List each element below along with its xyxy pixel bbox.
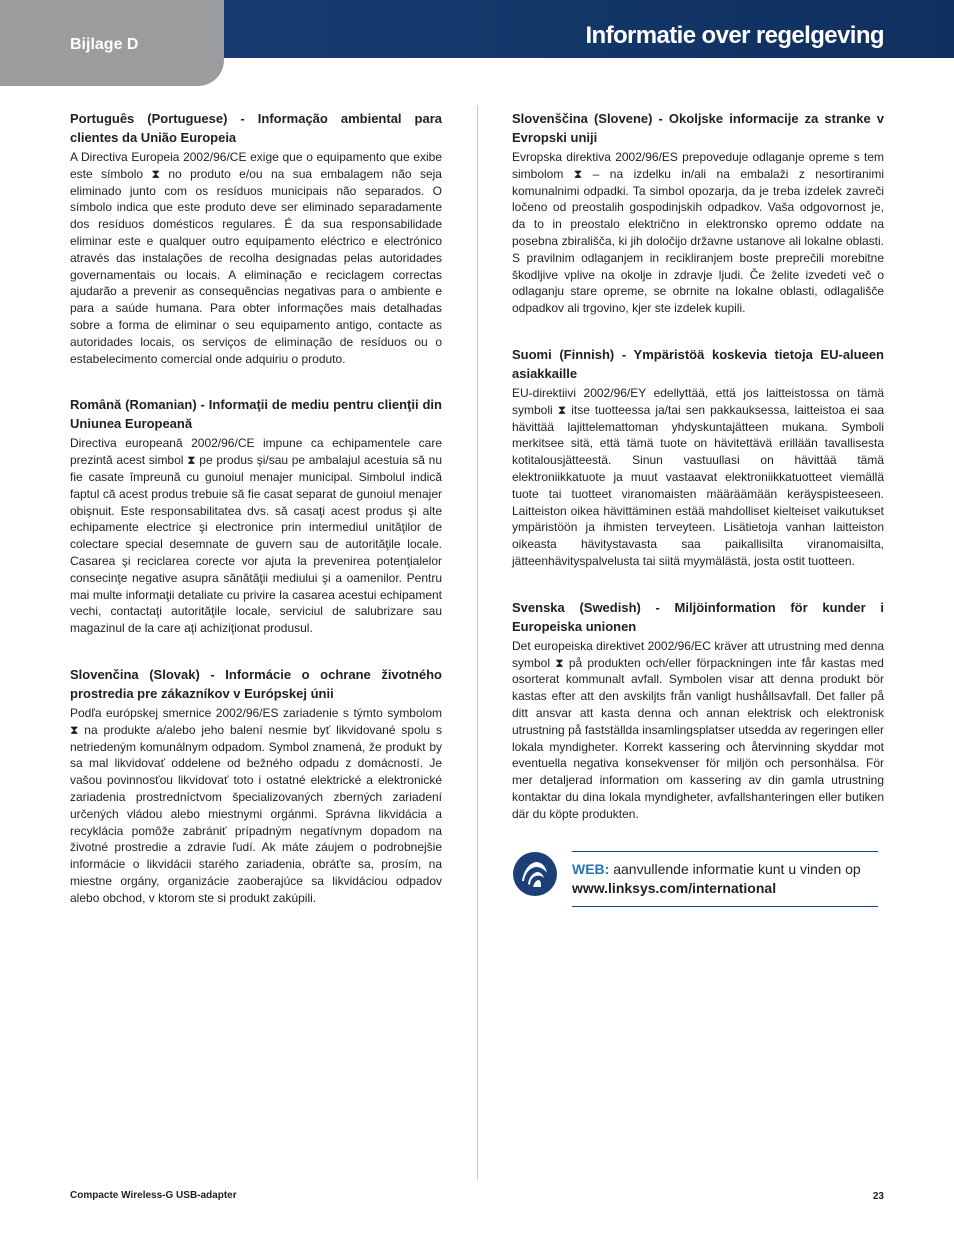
section-slovak <box>70 665 442 907</box>
section-body: Det europeiska direktivet 2002/96/EC kräver att utrustning med denna symbol ⧗ på produkten och/eller förpackningen inte får kastas med osorterat kommunalt avfall. Symbolen visar att denna produkt bör kastas efter att den avskiljts från vanligt hushållsavfall. Det faller på ditt ansvar att kasta denna och annan elektrisk och elektronisk utrustning på fastställda insamlingsplatser utsedda av regeringen eller lokala myndigheter. Korrekt kassering och återvinning skyddar mot eventuella negativa konsekvenser för miljön och personhälsa. För mer detaljerad information om kassering av din gamla utrustning kontaktar du dina lokala myndigheter, avfallshanteringen eller butiken där du köpte produkten. <box>512 638 884 821</box>
section-body: Evropska direktiva 2002/96/ES prepoveduje odlaganje opreme s tem simbolom ⧗ – na izdelku in/ali na embalaži z nesortiranimi komunalnimi odpadki. Ta simbol opozarja, da je treba izdelek zavreči ločeno od preostalih gospodinjskih odpadkov. Vaša odgovornost je, da to in preostalo električno in elektronsko opremo oddate na posebna zbirališča, ki jih določijo državne ustanove ali lokalne oblasti. S pravilnim odlaganjem in recikliranjem boste preprečili morebitne škodljive vplive na okolje in zdravje ljudi. Če želite izvedeti več o odlaganju stare opreme, se obrnite na lokalne oblasti, odlagališče odpadkov ali trgovino, kjer ste izdelek kupili. <box>512 150 884 316</box>
page-title: Informatie over regelgeving <box>585 22 884 49</box>
page-number: 23 <box>872 1191 884 1202</box>
section-title: Suomi (Finnish) - Ympäristöä koskevia tietoja EU-alueen asiakkaille <box>512 346 884 381</box>
section-portuguese <box>70 109 442 367</box>
web-note <box>512 851 884 911</box>
section-finnish <box>512 345 884 570</box>
web-note-text <box>572 860 882 898</box>
web-label: WEB: <box>572 860 610 877</box>
section-title: Português (Portuguese) - Informação ambiental para clientes da União Europeia <box>70 111 442 145</box>
column-divider <box>477 105 478 1180</box>
left-column <box>70 109 442 934</box>
footer-product: Compacte Wireless-G USB-adapter <box>70 1190 237 1201</box>
section-romanian <box>70 395 442 637</box>
web-description: aanvullende informatie kunt u vinden op <box>609 860 861 877</box>
section-title: Svenska (Swedish) - Miljöinformation för kunder i Europeiska unionen <box>512 599 884 634</box>
globe-icon <box>512 851 558 897</box>
section-body: EU-direktiivi 2002/96/EY edellyttää, että jos laitteistossa on tämä symboli ⧗ itse tuotteessa ja/tai sen pakkauksessa, laitteistoa ei saa hävittää lajittelemattoman yhdyskuntajätteen mukana. Symboli merkitsee sitä, että tämä tuote on hävitettävä erillään tavallisesta kotitalousjätteestä. Sinun vastuullasi on hävittää tämä elektroniikkatuote ja muut vastaavat elektroniikkatuotteet viemällä tuote tai tuotteet viranomaisten määräämään keräyspisteeseen. Laitteiston oikea hävittäminen estää mahdolliset kielteiset vaikutukset ympäristöön ja ihmisten terveyteen. Lisätietoja vanhan laitteiston oikeasta hävitystavasta saa paikallisilta viranomaisilta, jätteenhävityspalvelusta tai siitä myymälästä, josta ostit tuotteen. <box>512 385 884 568</box>
web-note-rule <box>572 906 878 907</box>
section-swedish <box>512 598 884 823</box>
right-column <box>512 109 884 911</box>
appendix-label: Bijlage D <box>70 36 139 53</box>
section-slovene <box>512 109 884 317</box>
web-note-rule <box>572 851 878 852</box>
section-title: Slovenčina (Slovak) - Informácie o ochrane životného prostredia pre zákazníkov v Európskej únii <box>70 666 442 701</box>
section-body: Podľa európskej smernice 2002/96/ES zariadenie s týmto symbolom ⧗ na produkte a/alebo jeho balení nesmie byť likvidované spolu s netriedeným komunálnym odpadom. Symbol znamená, že produkt by sa mal likvidovať oddelene od bežného odpadu z domácností. Je vašou povinnosťou likvidovať toto i ostatné elektrické a elektronické zariadenia prostredníctvom špecializovaných zberných zariadení určených vládou alebo miestnymi orgánmi. Správna likvidácia a recyklácia pomôže zabrániť prípadným negatívnym dopadom na životné prostredie a zdravie ľudí. Ak máte záujem o podrobnejšie informácie o likvidácii starého zariadenia, obráťte sa, prosím, na miestne orgány, organizácie zaoberajúce sa likvidáciou odpadov alebo obchod, v ktorom ste si produkt zakúpili. <box>70 705 442 905</box>
appendix-tab <box>0 0 224 86</box>
section-body: A Directiva Europeia 2002/96/CE exige que o equipamento que exibe este símbolo ⧗ no produto e/ou na sua embalagem não seja eliminado junto com os resíduos municipais não separados. O símbolo indica que este produto deve ser eliminado separadamente dos resíduos domésticos regulares. É da sua responsabilidade eliminar este e qualquer outro equipamento eléctrico e electrónico através das instalações de recolha designadas pelas autoridades governamentais ou locais. A eliminação e reciclagem correctas ajudarão a prevenir as consequências negativas para o ambiente e para a saúde humana. Para obter informações mais detalhadas sobre a forma de eliminar o seu equipamento antigo, contacte as autoridades locais, os serviços de eliminação de resíduos ou o estabelecimento comercial onde adquiriu o produto. <box>70 150 442 366</box>
section-title: Slovenščina (Slovene) - Okoljske informacije za stranke v Evropski uniji <box>512 111 884 145</box>
section-body: Directiva europeană 2002/96/CE impune ca echipamentele care prezintă acest simbol ⧗ pe produs şi/sau pe ambalajul acestuia să nu fie casate împreună cu gunoiul menajer municipal. Simbolul indică faptul că acest produs trebuie să fie casat separat de gunoiul menajer obişnuit. Este responsabilitatea dvs. să casaţi acest produs şi alte echipamente electrice şi electronice prin intermediul unităţilor de colectare special desemnate de guvern sau de autorităţile locale. Casarea şi reciclarea corecte vor ajuta la prevenirea potenţialelor consecinţe negative asupra sănătăţii mediului şi a oamenilor. Pentru mai multe informaţii detaliate cu privire la casarea acestui echipament vechi, contactaţi autorităţile locale, serviciul de salubrizare sau magazinul de la care aţi achiziţionat produsul. <box>70 436 442 636</box>
web-link[interactable]: www.linksys.com/international <box>572 879 777 896</box>
section-title: Română (Romanian) - Informaţii de mediu pentru clienţii din Uniunea Europeană <box>70 397 442 432</box>
